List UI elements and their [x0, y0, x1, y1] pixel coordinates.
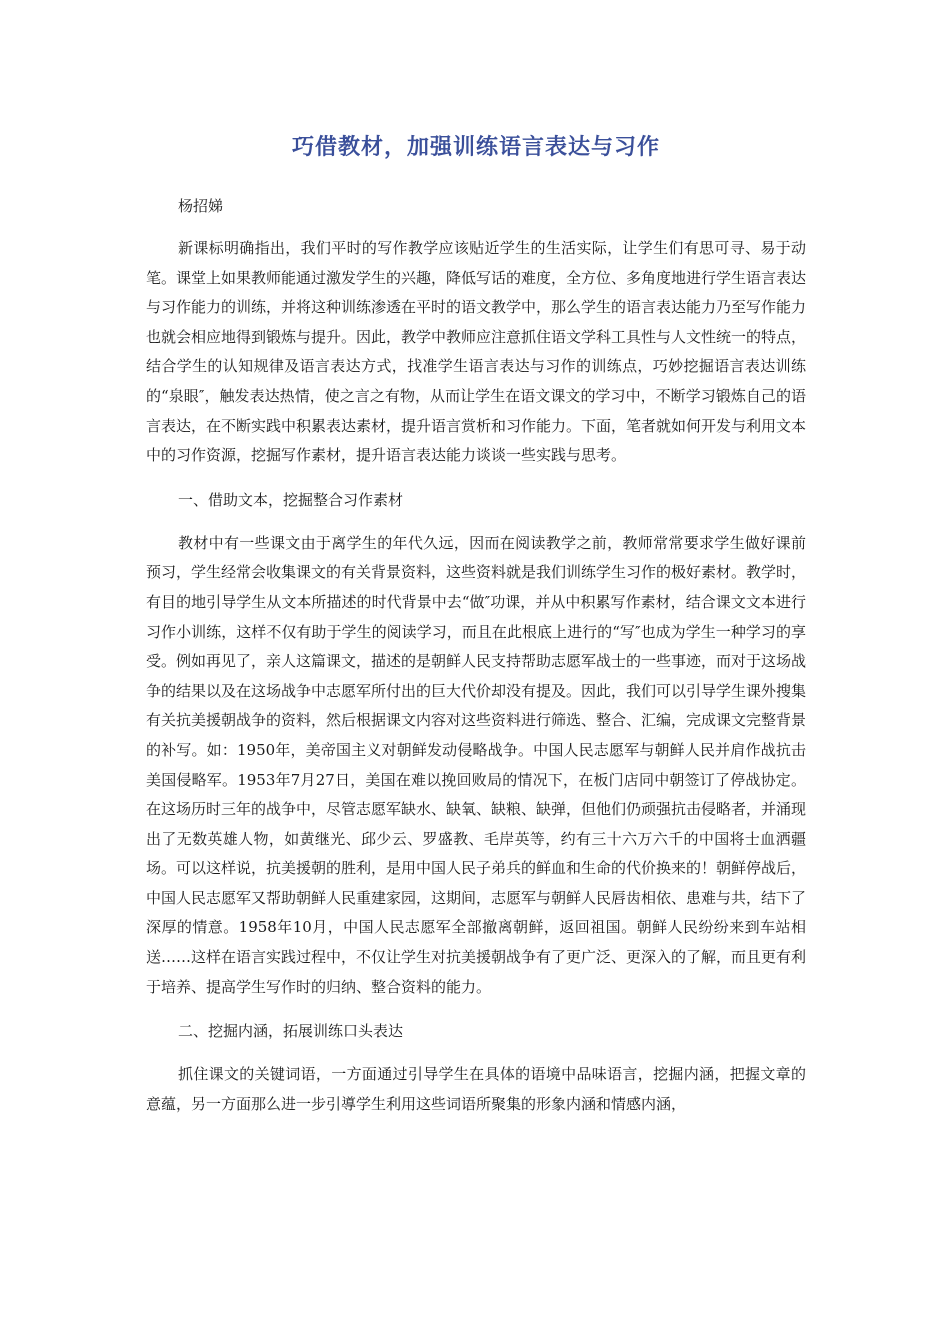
section-1-heading: 一、借助文本，挖掘整合习作素材	[178, 490, 404, 509]
author-name: 杨招娣	[178, 197, 224, 215]
intro-paragraph: 新课标明确指出，我们平时的写作教学应该贴近学生的生活实际，让学生们有思可寻、易于动笔。课堂上如果教师能通过激发学生的兴趣，降低写话的难度，全方位、多角度地进行学生语言表达与习作能力的训练，并将这种训练渗透在平时的语文教学中，那么学生的语言表达能力乃至写作能力也就会相应地得到锻炼与提升。因此，教学中教师应注意抓住语文学科工具性与人文性统一的特点，结合学生的认知规律及语言表达方式，找准学生语言表达与习作的训练点，巧妙挖掘语言表达训练的“泉眼″，触发表达热情，使之言之有物，从而让学生在语文课文的学习中，不断学习锻炼自己的语言表达，在不断实践中积累表达素材，提升语言赏析和习作能力。下面，笔者就如何开发与利用文本中的习作资源，挖掘写作素材，提升语言表达能力谈谈一些实践与思考。	[146, 239, 807, 465]
document-title: 巧借教材，加强训练语言表达与习作	[291, 135, 660, 160]
document-page	[146, 126, 806, 1134]
section-1-paragraph: 教材中有一些课文由于离学生的年代久远，因而在阅读教学之前，教师常常要求学生做好课前预习，学生经常会收集课文的有关背景资料，这些资料就是我们训练学生习作的极好素材。教学时，有目的地引导学生从文本所描述的时代背景中去“做″功课，并从中积累写作素材，结合课文文本进行习作小训练，这样不仅有助于学生的阅读学习，而且在此根底上进行的“写″也成为学生一种学习的享受。例如再见了，亲人这篇课文，描述的是朝鲜人民支持帮助志愿军战士的一些事迹，而对于这场战争的结果以及在这场战争中志愿军所付出的巨大代价却没有提及。因此，我们可以引导学生课外搜集有关抗美援朝战争的资料，然后根据课文内容对这些资料进行筛选、整合、汇编，完成课文完整背景的补写。如：1950年，美帝国主义对朝鲜发动侵略战争。中国人民志愿军与朝鲜人民并肩作战抗击美国侵略军。1953年7月27日，美国在难以挽回败局的情况下，在板门店同中朝签订了停战协定。在这场历时三年的战争中，尽管志愿军缺水、缺氧、缺粮、缺弹，但他们仍顽强抗击侵略者，并涌现出了无数英雄人物，如黄继光、邱少云、罗盛教、毛岸英等，约有三十六万六千的中国将士血洒疆场。可以这样说，抗美援朝的胜利，是用中国人民子弟兵的鲜血和生命的代价换来的！朝鲜停战后，中国人民志愿军又帮助朝鲜人民重建家园，这期间，志愿军与朝鲜人民唇齿相依、患难与共，结下了深厚的情意。1958年10月，中国人民志愿军全部撤离朝鲜，返回祖国。朝鲜人民纷纷来到车站相送……这样在语言实践过程中，不仅让学生对抗美援朝战争有了更广泛、更深入的了解，而且更有利于培养、提高学生写作时的归纳、整合资料的能力。	[146, 533, 807, 996]
section-2-paragraph: 抓住课文的关键词语，一方面通过引导学生在具体的语境中品味语言，挖掘内涵，把握文章的意蕴，另一方面那么进一步引導学生利用这些词语所聚集的形象内涵和情感内涵，	[146, 1065, 806, 1113]
section-2-heading: 二、挖掘内涵，拓展训练口头表达	[178, 1022, 404, 1041]
